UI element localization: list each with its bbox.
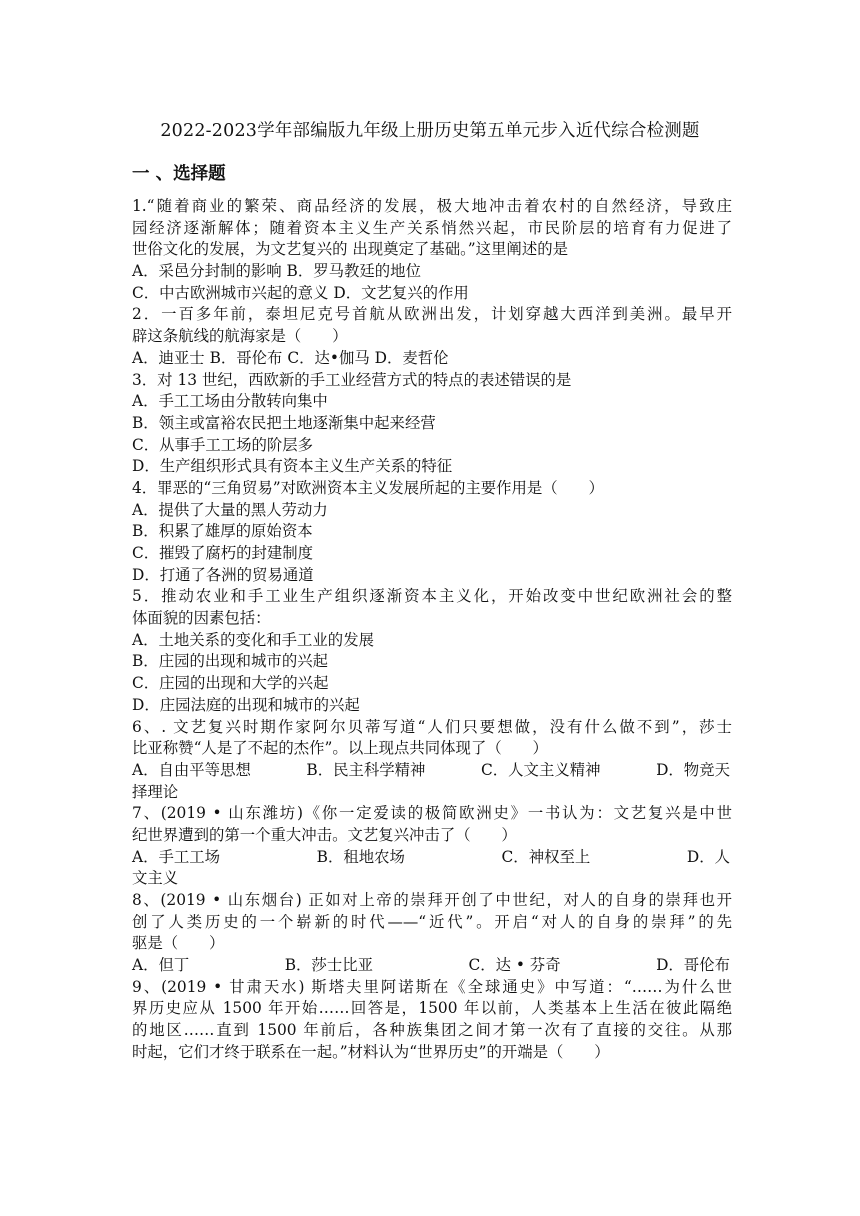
question-3 bbox=[132, 370, 732, 478]
option-d: D．庄园法庭的出现和城市的兴起 bbox=[132, 695, 360, 714]
option-c: C．庄园的出现和大学的兴起 bbox=[132, 674, 329, 693]
option-d: D．物竞天 bbox=[656, 760, 730, 779]
question-text: 界历史应从 1500 年开始……回答是，1500 年以前，人类基本上生活在彼此隔绝 bbox=[132, 999, 732, 1018]
question-text: 辟这条航线的航海家是（ ） bbox=[132, 327, 348, 346]
question-6 bbox=[132, 717, 732, 804]
option-line: A．迪亚士 B．哥伦布 C．达•伽马 D．麦哲伦 bbox=[132, 348, 449, 367]
question-7 bbox=[132, 803, 732, 890]
option-row bbox=[132, 955, 732, 977]
question-text: 的地区……直到 1500 年前后，各种族集团之间才第一次有了直接的交往。从那 bbox=[132, 1021, 732, 1040]
question-text: 1.“随着商业的繁荣、商品经济的发展，极大地冲击着农村的自然经济，导致庄 bbox=[132, 197, 732, 215]
question-8 bbox=[132, 890, 732, 977]
option-c: C．达 • 芬奇 bbox=[468, 956, 561, 975]
question-text: 园经济逐渐解体；随着资本主义生产关系悄然兴起，市民阶层的培育有力促进了 bbox=[132, 218, 732, 237]
option-a: A．手工工场由分散转向集中 bbox=[132, 392, 328, 411]
option-b: B．庄园的出现和城市的兴起 bbox=[132, 652, 328, 671]
question-text: 时起，它们才终于联系在一起。”材料认为“世界历史”的开端是（ ） bbox=[132, 1042, 610, 1061]
option-b: B．积累了雄厚的原始资本 bbox=[132, 522, 313, 541]
question-text: 6、. 文艺复兴时期作家阿尔贝蒂写道“人们只要想做，没有什么做不到”，莎士 bbox=[132, 717, 732, 736]
option-b: B．租地农场 bbox=[316, 847, 405, 866]
document-title: 2022-2023学年部编版九年级上册历史第五单元步入近代综合检测题 bbox=[160, 121, 700, 141]
option-c: C．摧毁了腐朽的封建制度 bbox=[132, 544, 314, 562]
question-text: 4．罪恶的“三角贸易”对欧洲资本主义发展所起的主要作用是（ ） bbox=[132, 478, 604, 497]
option-b: B．民主科学精神 bbox=[306, 760, 426, 779]
option-d: D．人 bbox=[686, 847, 730, 866]
option-a: A．土地关系的变化和手工业的发展 bbox=[132, 630, 374, 649]
question-text: 驱是（ ） bbox=[132, 934, 225, 953]
question-text: 纪世界遭到的第一个重大冲击。文艺复兴冲击了（ ） bbox=[132, 825, 517, 844]
option-d-continued: 择理论 bbox=[132, 782, 179, 801]
question-5 bbox=[132, 586, 732, 716]
option-c: C．神权至上 bbox=[501, 847, 591, 866]
option-a: A．但丁 bbox=[132, 956, 190, 975]
option-a: A．自由平等思想 bbox=[132, 760, 251, 779]
question-4 bbox=[132, 478, 732, 586]
option-a: A．提供了大量的黑人劳动力 bbox=[132, 500, 328, 519]
question-2 bbox=[132, 304, 732, 369]
question-text: 9、(2019 • 甘肃天水) 斯塔夫里阿诺斯在《全球通史》中写道：“……为什么世 bbox=[132, 977, 732, 996]
question-text: 3．对 13 世纪，西欧新的手工业经营方式的特点的表述错误的是 bbox=[132, 370, 572, 389]
option-b: B．莎士比亚 bbox=[284, 956, 373, 975]
question-text: 世俗文化的发展，为文艺复兴的 出现奠定了基础。”这里阐述的是 bbox=[132, 240, 568, 259]
question-text: 体面貌的因素包括： bbox=[132, 609, 271, 628]
option-line: C．中古欧洲城市兴起的意义 D．文艺复兴的作用 bbox=[132, 283, 469, 302]
section-heading: 一 、选择题 bbox=[132, 164, 226, 184]
question-9 bbox=[132, 977, 732, 1064]
option-b: B．领主或富裕农民把土地逐渐集中起来经营 bbox=[132, 413, 436, 432]
question-text: 比亚称赞“人是了不起的杰作”。以上现点共同体现了（ ） bbox=[132, 739, 548, 758]
option-c: C．人文主义精神 bbox=[481, 760, 601, 779]
option-d: D．打通了各洲的贸易通道 bbox=[132, 565, 314, 584]
option-line: A．采邑分封制的影响 B．罗马教廷的地位 bbox=[132, 262, 421, 281]
question-1 bbox=[132, 196, 732, 304]
option-d-continued: 文主义 bbox=[132, 869, 179, 888]
option-c: C．从事手工工场的阶层多 bbox=[132, 435, 314, 454]
question-text: 2．一百多年前，泰坦尼克号首航从欧洲出发，计划穿越大西洋到美洲。最早开 bbox=[132, 305, 732, 324]
question-text: 5．推动农业和手工业生产组织逐渐资本主义化，开始改变中世纪欧洲社会的整 bbox=[132, 587, 732, 606]
question-list bbox=[132, 196, 732, 1064]
option-d: D．生产组织形式具有资本主义生产关系的特征 bbox=[132, 457, 453, 476]
question-text: 8、(2019 • 山东烟台) 正如对上帝的崇拜开创了中世纪，对人的自身的崇拜也开 bbox=[132, 891, 732, 909]
option-row bbox=[132, 760, 732, 782]
option-row bbox=[132, 847, 732, 869]
option-d: D．哥伦布 bbox=[656, 956, 730, 975]
question-text: 创了人类历史的一个崭新的时代——“近代”。开启“对人的自身的崇拜”的先 bbox=[132, 912, 732, 931]
question-text: 7、(2019 • 山东潍坊)《你一定爱读的极简欧洲史》一书认为：文艺复兴是中世 bbox=[132, 804, 732, 823]
option-a: A．手工工场 bbox=[132, 847, 221, 866]
